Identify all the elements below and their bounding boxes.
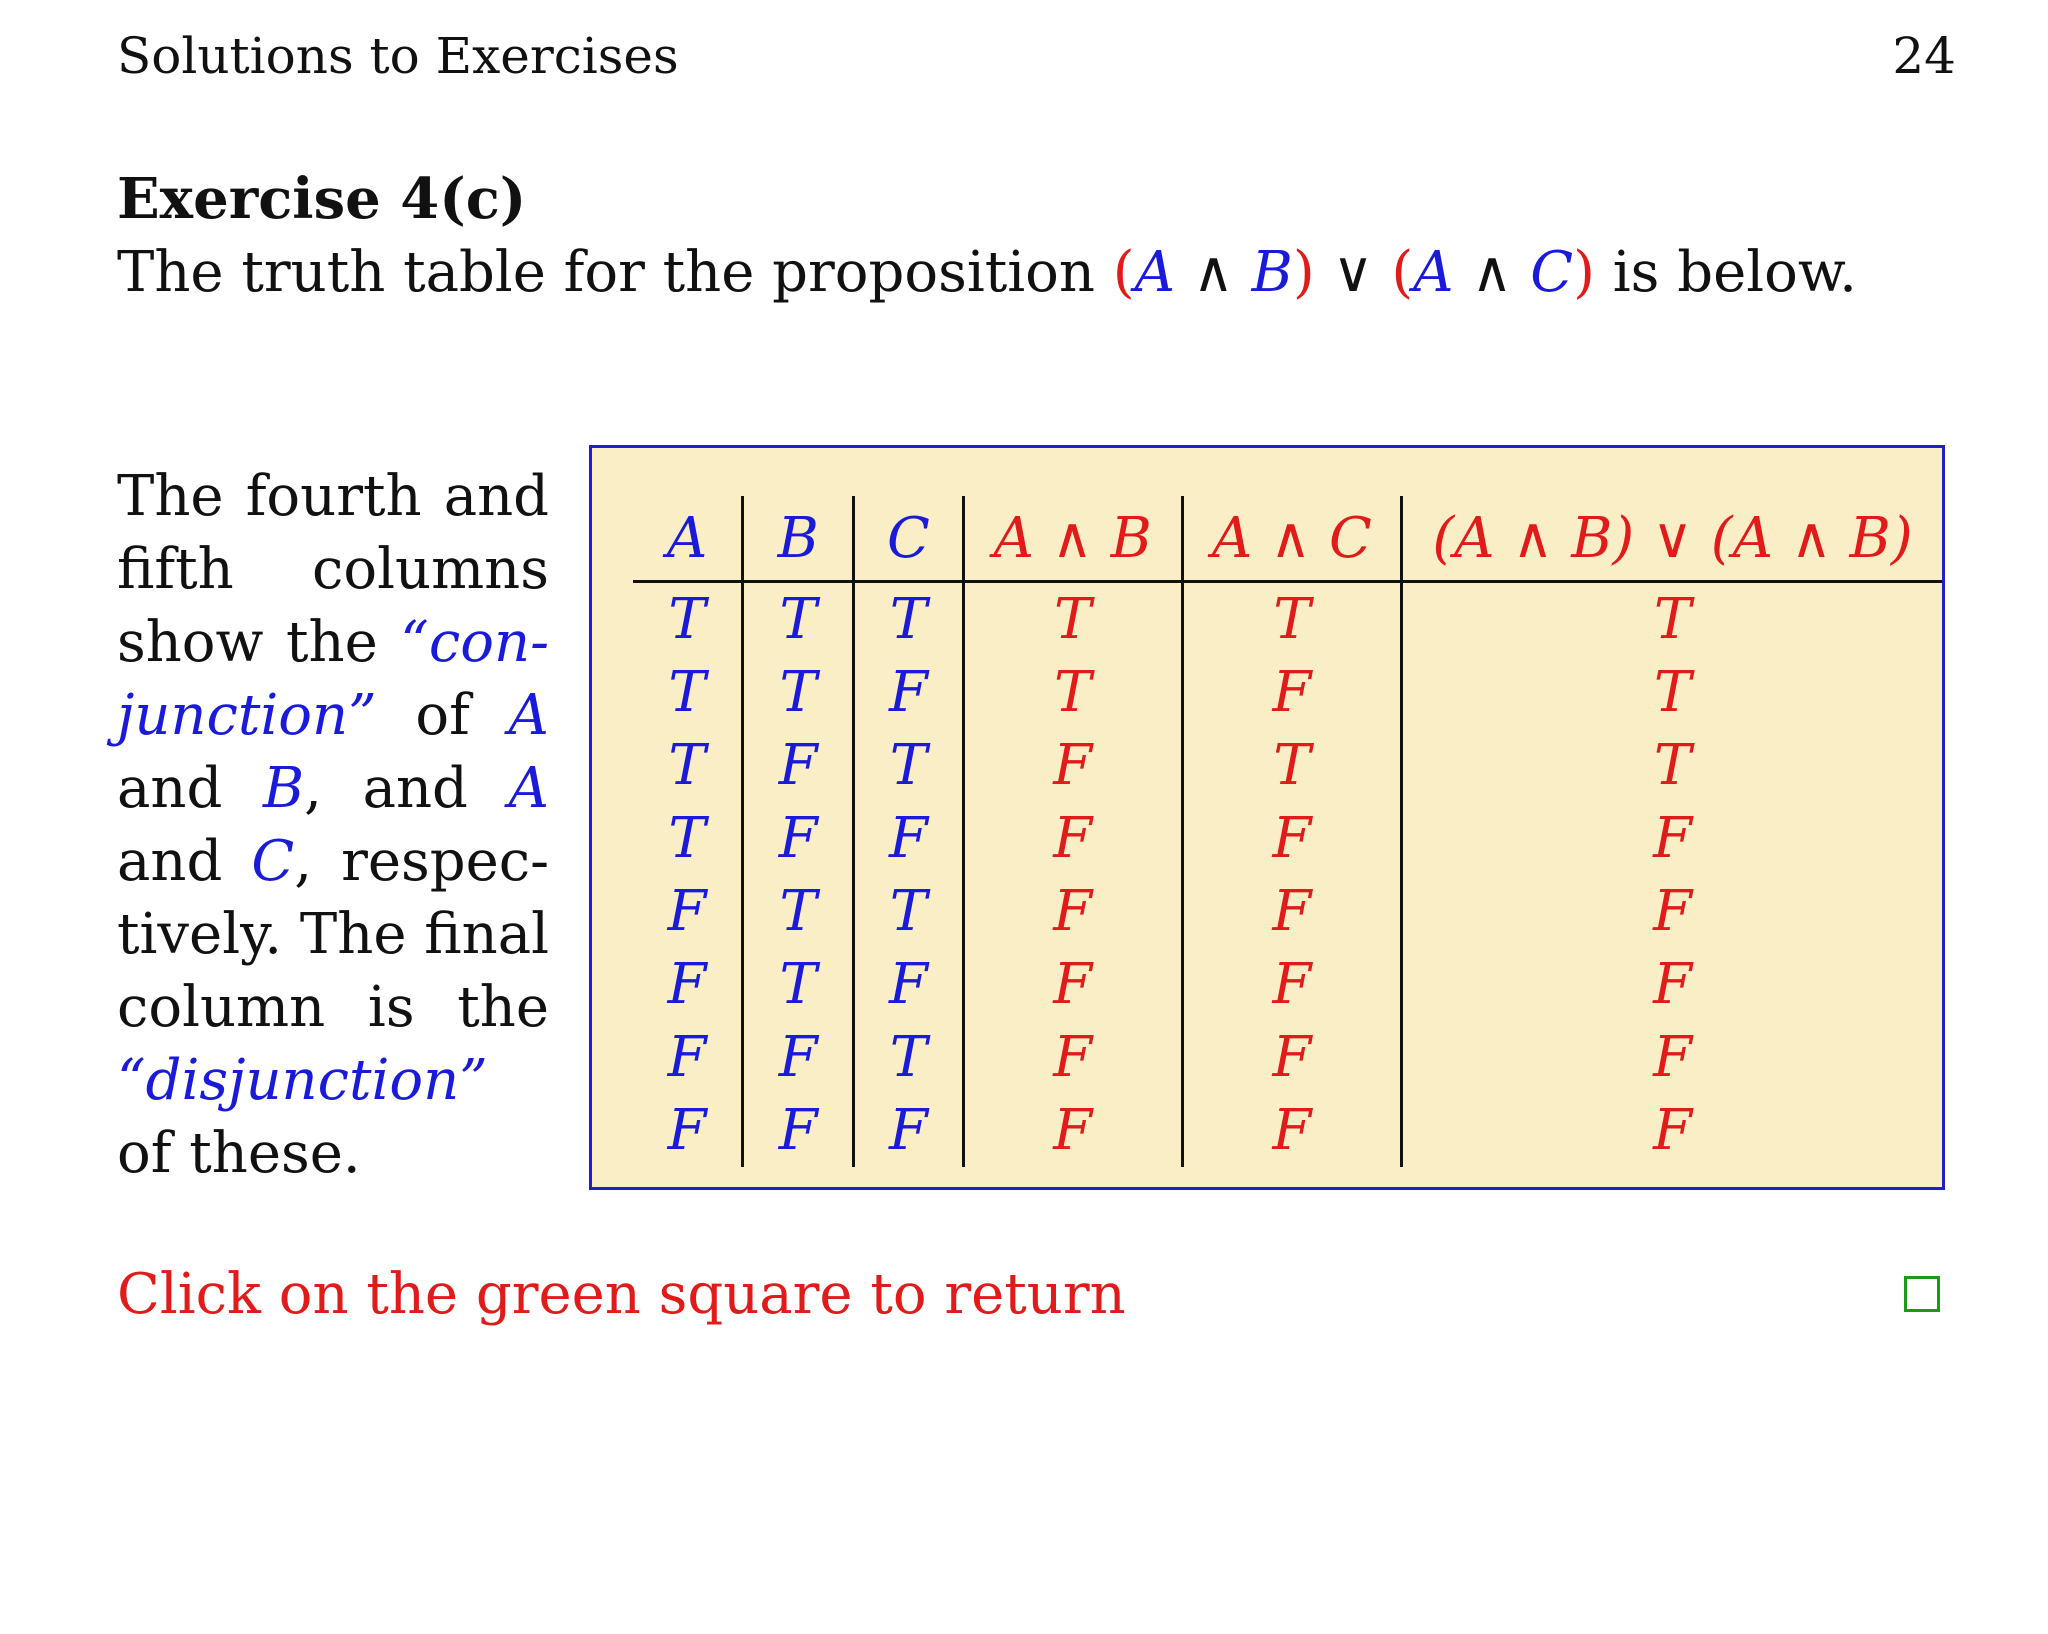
truth-value-cell: T bbox=[743, 582, 854, 657]
truth-value-cell: F bbox=[963, 875, 1182, 948]
truth-value-cell: F bbox=[1653, 879, 1692, 944]
truth-table-row bbox=[633, 656, 1942, 729]
truth-value-cell: T bbox=[1653, 587, 1692, 652]
truth-value-cell: F bbox=[1653, 952, 1692, 1017]
truth-value-cell: T bbox=[854, 1021, 963, 1094]
truth-table-header-row bbox=[633, 496, 1942, 582]
truth-value-cell: F bbox=[1182, 948, 1401, 1021]
truth-value-cell: T bbox=[1653, 660, 1692, 725]
truth-value-cell: F bbox=[963, 948, 1182, 1021]
truth-value-cell: F bbox=[743, 1094, 854, 1167]
truth-value-cell: T bbox=[633, 802, 743, 875]
return-square-button[interactable] bbox=[1904, 1276, 1940, 1312]
truth-value-cell: F bbox=[854, 948, 963, 1021]
truth-value-cell: F bbox=[963, 729, 1182, 802]
truth-table-panel bbox=[589, 445, 1945, 1190]
running-header-title: Solutions to Exercises bbox=[117, 27, 679, 85]
truth-value-cell: T bbox=[854, 582, 963, 657]
truth-table-row bbox=[633, 582, 1942, 657]
truth-value-cell: F bbox=[1653, 1025, 1692, 1090]
variable-b: B bbox=[262, 756, 305, 821]
explanation-text: , and bbox=[304, 756, 509, 821]
truth-value-cell: F bbox=[963, 1021, 1182, 1094]
truth-table-row bbox=[633, 1021, 1942, 1094]
truth-value-cell: F bbox=[633, 1094, 743, 1167]
truth-value-cell: F bbox=[1653, 806, 1692, 871]
truth-value-cell: F bbox=[743, 802, 854, 875]
header-b: B bbox=[743, 496, 854, 582]
explanation-text: , respec-tively. The final column is the bbox=[117, 829, 549, 1040]
truth-value-cell: F bbox=[1653, 1098, 1692, 1163]
explanation-text: and bbox=[117, 756, 263, 821]
truth-value-cell: T bbox=[854, 729, 963, 802]
header-a-and-b: A ∧ B bbox=[963, 496, 1182, 582]
truth-value-cell: F bbox=[633, 948, 743, 1021]
truth-value-cell: T bbox=[743, 875, 854, 948]
exercise-intro bbox=[117, 238, 1857, 308]
truth-value-cell: F bbox=[963, 1094, 1182, 1167]
truth-value-cell: T bbox=[963, 656, 1182, 729]
truth-value-cell: T bbox=[743, 948, 854, 1021]
variable-a: A bbox=[508, 756, 549, 821]
truth-table bbox=[633, 496, 1942, 1167]
truth-value-cell: F bbox=[854, 656, 963, 729]
explanation-text: The fourth and fifth columns show the bbox=[117, 464, 549, 675]
conjunction-term: “con-junction” bbox=[117, 610, 549, 748]
truth-value-cell: F bbox=[1182, 656, 1401, 729]
truth-value-cell: F bbox=[1182, 802, 1401, 875]
truth-value-cell: T bbox=[963, 582, 1182, 657]
truth-value-cell: F bbox=[854, 1094, 963, 1167]
proposition-formula: (A ∧ B) ∨ (A ∧ C) bbox=[1112, 240, 1595, 305]
page-number: 24 bbox=[1892, 27, 1956, 85]
header-a-and-c: A ∧ C bbox=[1182, 496, 1401, 582]
header-disjunction: (A ∧ B) ∨ (A ∧ B) bbox=[1432, 505, 1913, 571]
truth-value-cell: T bbox=[1653, 733, 1692, 798]
truth-value-cell: F bbox=[1182, 875, 1401, 948]
truth-table-row bbox=[633, 1094, 1942, 1167]
truth-value-cell: T bbox=[1182, 582, 1401, 657]
exercise-title: Exercise 4(c) bbox=[117, 166, 527, 232]
truth-value-cell: T bbox=[633, 729, 743, 802]
header-a: A bbox=[633, 496, 743, 582]
truth-value-cell: F bbox=[633, 1021, 743, 1094]
truth-value-cell: T bbox=[743, 656, 854, 729]
intro-text-after: is below. bbox=[1594, 240, 1857, 305]
truth-value-cell: T bbox=[633, 582, 743, 657]
disjunction-term: “disjunction” bbox=[117, 1048, 488, 1113]
truth-table-row bbox=[633, 729, 1942, 802]
truth-value-cell: F bbox=[1182, 1021, 1401, 1094]
truth-value-cell: F bbox=[1182, 1094, 1401, 1167]
variable-a: A bbox=[508, 683, 549, 748]
explanation-text: of these. bbox=[117, 1121, 361, 1186]
explanation-text: of bbox=[376, 683, 509, 748]
truth-value-cell: F bbox=[743, 729, 854, 802]
truth-table-row bbox=[633, 802, 1942, 875]
truth-value-cell: F bbox=[633, 875, 743, 948]
truth-value-cell: T bbox=[633, 656, 743, 729]
truth-value-cell: F bbox=[963, 802, 1182, 875]
intro-text-before: The truth table for the proposition bbox=[117, 240, 1113, 305]
variable-c: C bbox=[251, 829, 295, 894]
explanation-text: and bbox=[117, 829, 252, 894]
explanation-paragraph bbox=[117, 460, 549, 1190]
truth-value-cell: T bbox=[854, 875, 963, 948]
truth-value-cell: F bbox=[743, 1021, 854, 1094]
header-c: C bbox=[854, 496, 963, 582]
truth-table-row bbox=[633, 948, 1942, 1021]
return-instruction: Click on the green square to return bbox=[117, 1262, 1126, 1327]
truth-value-cell: F bbox=[854, 802, 963, 875]
truth-value-cell: T bbox=[1182, 729, 1401, 802]
truth-table-row bbox=[633, 875, 1942, 948]
